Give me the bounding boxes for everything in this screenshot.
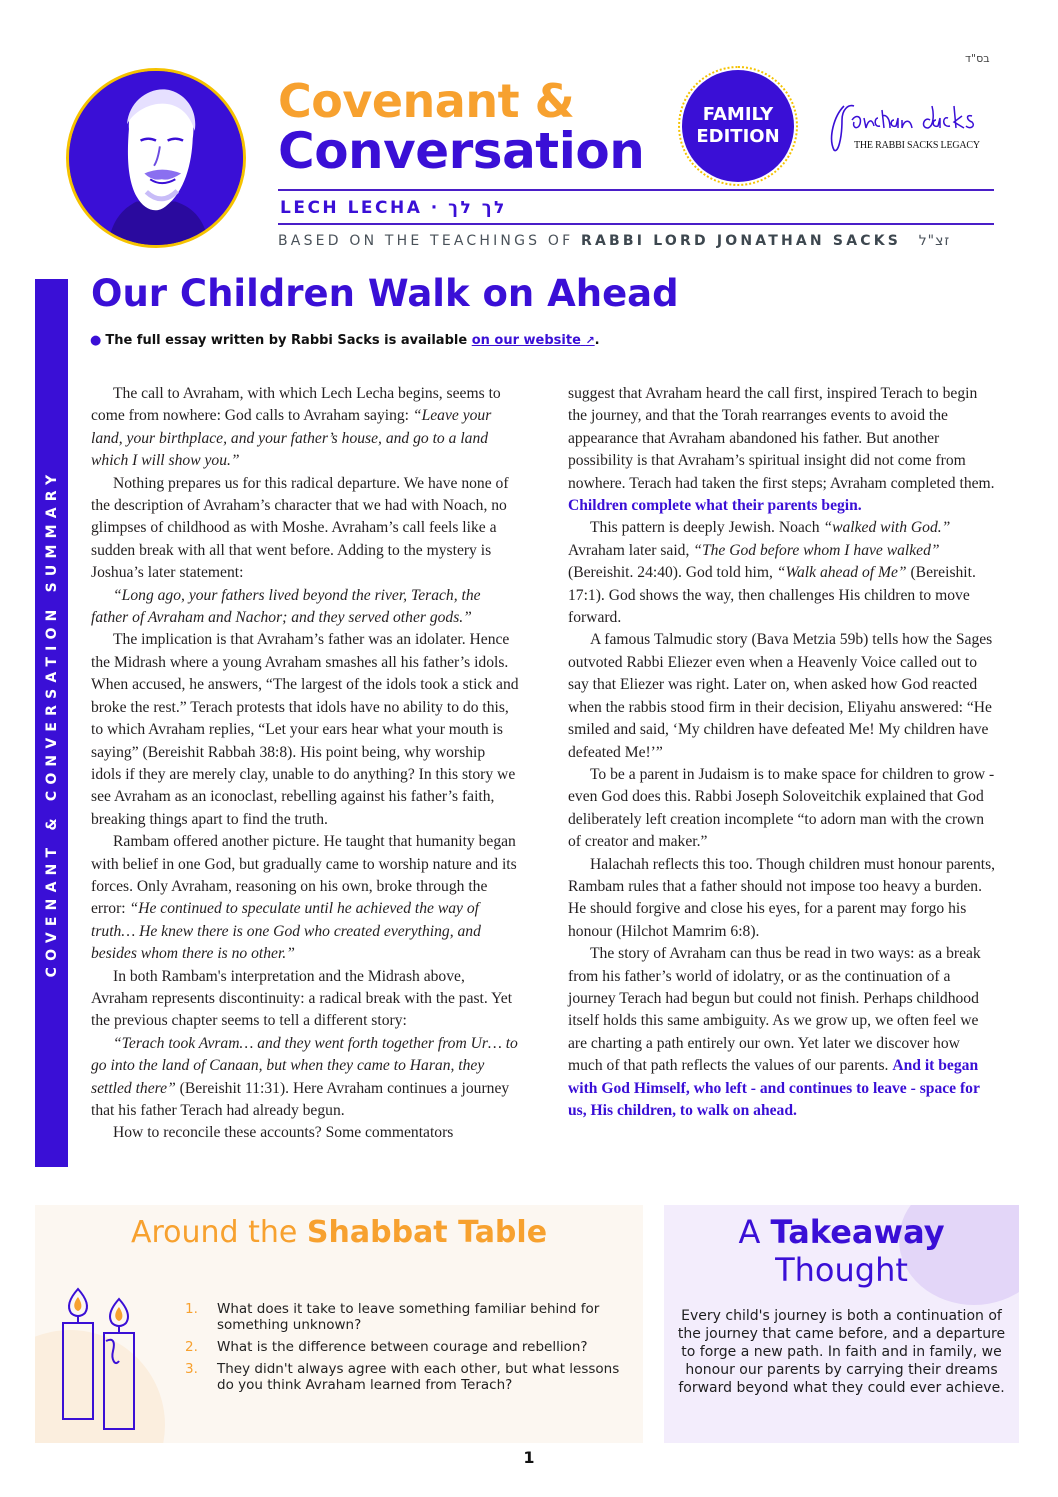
discussion-questions xyxy=(185,1301,635,1399)
paragraph: suggest that Avraham heard the call first, inspired Terach to begin the journey, and that the Torah rearranges events to avoid the appearance that Avraham abandoned his father. But another possibility is that Avraham’s spiritual insight did not come from nowhere. Terach had taken the first steps; Avraham completed them. Children complete what their parents begin. xyxy=(568,385,995,515)
external-link-icon: ↗ xyxy=(585,334,595,347)
article-column-left xyxy=(91,383,519,1145)
based-prefix: BASED ON THE TEACHINGS OF xyxy=(278,233,574,249)
legacy-tagline: THE RABBI SACKS LEGACY xyxy=(854,140,980,151)
full-essay-note: ● The full essay written by Rabbi Sacks is available on our website ↗. xyxy=(90,333,600,348)
candles-icon xyxy=(59,1285,159,1435)
article-column-right xyxy=(568,383,996,1122)
question-item: 1. What does it take to leave something familiar behind for something unknown? xyxy=(185,1301,600,1333)
paragraph: The story of Avraham can thus be read in two ways: as a break from his father’s world of idolatry, or as the continuation of a journey Terach had begun but could not finish. Perhaps childhood itself holds this same ambiguity. As we grow up, we often feel we are charting a path entirely our own. Yet later we discover how much of that path reflects the values of our parents. And it began with God Himself, who left - and continues to leave - space for us, His children, to walk on ahead. xyxy=(568,945,981,1119)
article-headline xyxy=(91,272,679,315)
quote-paragraph: “Long ago, your fathers lived beyond the river, Terach, the father of Avraham and Nachor; and they served other gods.” xyxy=(91,586,481,627)
based-on-line xyxy=(278,233,950,249)
publication-title xyxy=(278,74,645,180)
paragraph: The implication is that Avraham’s father was an idolater. Hence the Midrash where a young Avraham smashes all his father’s idols. When accused, he answers, “The largest of the idols took a stick and broke the rest.” Terach protests that idols have no ability to do this, to which Avraham replies, “Let your ears hear what your mouth is saying” (Bereishit Rabbah 38:8). His point being, why worship idols if they are merely clay, unable to do anything? In this story we see Avraham as an iconoclast, rebelling against his father’s faith, breaking things apart to find the truth. xyxy=(91,631,519,828)
portrait-illustration-icon xyxy=(69,71,243,245)
paragraph: The call to Avraham, with which Lech Lecha begins, seems to come from nowhere: God calls to Avraham saying: “Leave your land, your birthplace, and your father’s house, and go to a land which I will show you.” xyxy=(91,385,501,470)
note-text: The full essay written by Rabbi Sacks is available xyxy=(105,333,468,348)
paragraph: In both Rambam's interpretation and the Midrash above, Avraham represents discontinuity: a radical break with the past. Yet the previous chapter seems to tell a different story: xyxy=(91,967,513,1030)
badge-line-1: FAMILY xyxy=(702,104,774,125)
paragraph: Rambam offered another picture. He taught that humanity began with belief in one God, but gradually came to worship nature and its forces. Only Avraham, reasoning on his own, broke through the error: “He continued to speculate until he achieved the way of truth… He knew there is one God who created everything, and besides whom there is no other.” xyxy=(91,833,517,963)
paragraph: Nothing prepares us for this radical departure. We have none of the description of Avraham’s character that we had with Noach, no glimpses of childhood as with Moshe. Avraham’s call feels like a sudden break with all that went before. Adding to the mystery is Joshua’s later statement: xyxy=(91,474,509,582)
header-rule-bottom xyxy=(278,223,994,225)
author-name: RABBI LORD JONATHAN SACKS xyxy=(581,233,902,249)
shabbat-table-box xyxy=(35,1205,643,1443)
paragraph: Halachah reflects this too. Though children must honour parents, Rambam rules that a father should not impose too heavy a burden. He should forgive and close his eyes, for a parent may forgo his honour (Hilchot Mamrim 6:8). xyxy=(568,855,996,940)
highlight-text: And it began with God Himself, who left - and continues to leave - space for us, His children, to walk on ahead. xyxy=(568,1057,980,1119)
title-line-1: Covenant & xyxy=(278,74,575,128)
headline-regular: Walk on Ahead xyxy=(367,272,679,315)
paragraph: This pattern is deeply Jewish. Noach “walked with God.” Avraham later said, “The God before whom I have walked” (Bereishit. 24:40). God told him, “Walk ahead of Me” (Bereishit. 17:1). God shows the way, then challenges His children to move forward. xyxy=(568,519,976,627)
website-link[interactable]: on our website ↗ xyxy=(471,333,595,348)
shabbat-table-title: Around the Shabbat Table xyxy=(130,1215,548,1250)
bsd-mark: בס"ד xyxy=(965,52,990,65)
takeaway-text: Every child's journey is both a continuation of the journey that came before, and a departure to forge a new path. In faith and in family, we honour our parents by carrying their dreams forward beyond what they could ever achieve. xyxy=(677,1308,1006,1396)
rabbi-sacks-portrait xyxy=(66,68,246,248)
sidebar-label: COVENANT & CONVERSATION SUMMARY xyxy=(43,468,60,978)
paragraph: A famous Talmudic story (Bava Metzia 59b) tells how the Sages outvoted Rabbi Eliezer even when a Heavenly Voice called out to say that Eliezer was right. Later on, when asked how God reacted when the rabbis stood firm in their decision, Eliyahu answered: “He smiled and said, ‘My children have defeated Me! My children have defeated Me!’” xyxy=(568,631,993,761)
takeaway-thought-box xyxy=(664,1205,1019,1443)
takeaway-title: A Takeaway Thought xyxy=(738,1213,945,1289)
paragraph: To be a parent in Judaism is to make space for children to grow - even God does this. Rabbi Joseph Soloveitchik explained that God deliberately left creation incomplete “to adorn man with the crown of creator and maker.” xyxy=(568,765,995,851)
question-item: 2. What is the difference between courage and rebellion? xyxy=(185,1339,588,1355)
header-rule-top xyxy=(278,189,994,191)
section-sidebar xyxy=(35,279,68,1167)
quote-paragraph: “Terach took Avram… and they went forth together from Ur… to go into the land of Canaan, but when they came to Haran, they settled there” (Bereishit 11:31). Here Avraham continues a journey that his father Terach had already begun. xyxy=(91,1034,518,1119)
bullet-icon: ● xyxy=(90,333,102,348)
highlight-text: Children complete what their parents begin. xyxy=(568,497,862,515)
honorific-hebrew: זצ"ל xyxy=(918,233,951,249)
paragraph: How to reconcile these accounts? Some commentators xyxy=(113,1124,454,1142)
question-item: 3. They didn't always agree with each other, but what lessons do you think Avraham learned from Terach? xyxy=(185,1361,620,1393)
parsha-name: LECH LECHA · לך לך xyxy=(280,198,507,218)
title-line-2: Conversation xyxy=(278,122,645,180)
badge-line-2: EDITION xyxy=(696,126,780,147)
family-edition-badge xyxy=(682,70,794,182)
headline-bold: Our Children xyxy=(91,272,355,315)
page-number: 1 xyxy=(523,1448,535,1467)
